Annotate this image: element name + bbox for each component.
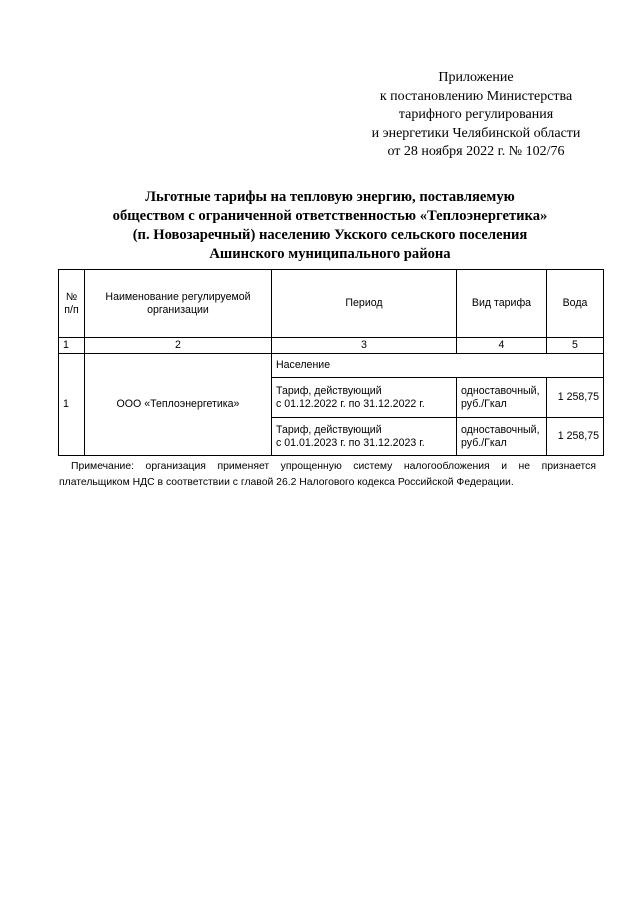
water-value: 1 258,75 [547,378,604,418]
appendix-block [330,69,622,162]
column-number: 2 [85,338,272,354]
tariff-type-cell [457,418,547,456]
period-cell [272,418,457,456]
header-num [59,270,85,338]
appendix-line: от 28 ноября 2022 г. № 102/76 [387,144,565,160]
appendix-line: Приложение [438,70,514,85]
appendix-line: к постановлению Министерства [379,88,573,104]
row-org: ООО «Теплоэнергетика» [85,354,272,456]
header-tariff-type: Вид тарифа [457,270,547,338]
document-title [60,188,600,264]
tariff-type-line2: руб./Гкал [461,436,507,449]
row-num: 1 [59,354,85,456]
footnote: Примечание: организация применяет упрощенную систему налогообложения и не признается плательщиком НДС в соответствии с главой 26.2 Налогового кодекса Российской Федерации. [59,461,596,488]
appendix-line: тарифного регулирования [398,107,554,123]
period-line1: Тариф, действующий [276,424,382,436]
tariff-table [58,269,604,456]
tariff-type-line1: одноставочный, [461,385,540,397]
header-period: Период [272,270,457,338]
title-line: Льготные тарифы на тепловую энергию, поставляемую [145,189,515,205]
header-water: Вода [547,270,604,338]
period-line2: с 01.12.2022 г. по 31.12.2022 г. [276,397,425,410]
header-org: Наименование регулируемой организации [85,270,272,338]
title-line: Ашинского муниципального района [209,246,451,262]
water-value: 1 258,75 [547,418,604,456]
period-line2: с 01.01.2023 г. по 31.12.2023 г. [276,436,425,449]
period-line1: Тариф, действующий [276,385,382,397]
title-line: обществом с ограниченной ответственностью «Теплоэнергетика» [112,208,548,224]
header-num-line2: п/п [64,303,79,316]
table-header-row [59,270,604,338]
column-number: 5 [547,338,604,354]
row-group: Население [272,354,604,378]
column-number-row [59,338,604,354]
column-number: 1 [59,338,85,354]
column-number: 4 [457,338,547,354]
column-number: 3 [272,338,457,354]
period-cell [272,378,457,418]
tariff-type-line1: одноставочный, [461,424,540,436]
appendix-line: и энергетики Челябинской области [371,125,581,141]
tariff-type-line2: руб./Гкал [461,397,507,410]
title-line: (п. Новозаречный) населению Укского сельского поселения [132,227,528,243]
header-num-line1: № [65,291,78,303]
table-row [59,354,604,378]
tariff-type-cell [457,378,547,418]
